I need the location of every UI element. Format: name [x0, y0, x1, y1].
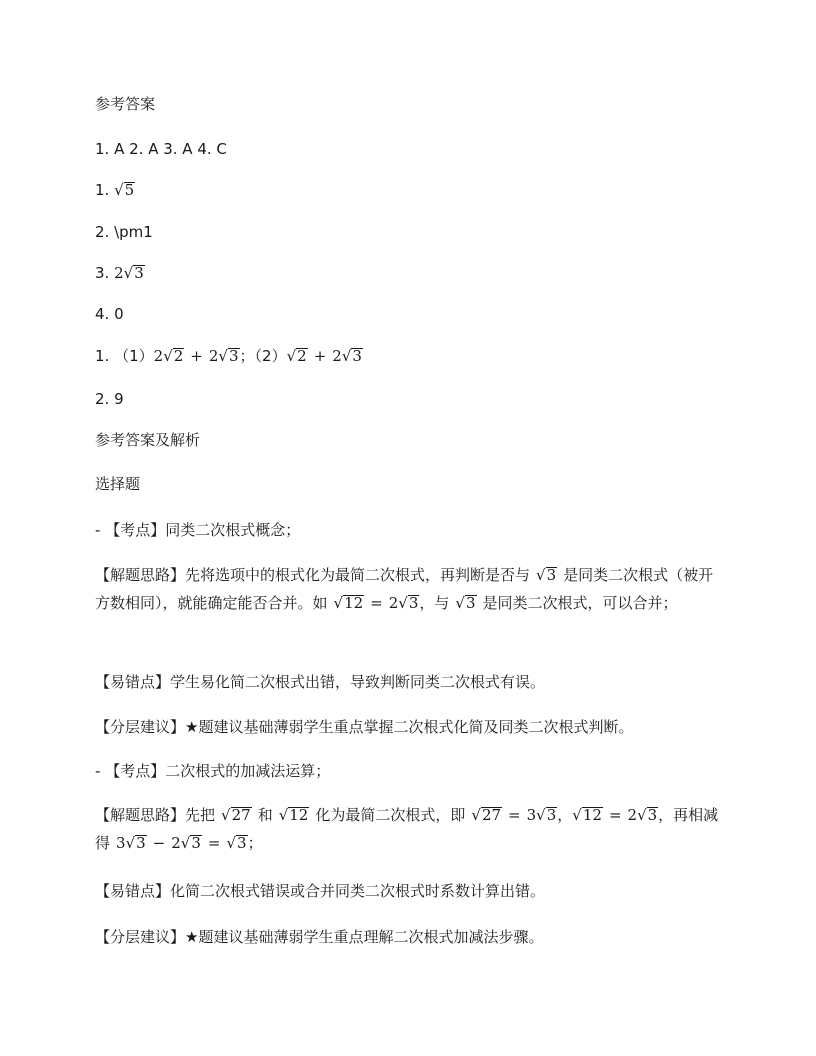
comma: ，: [557, 806, 573, 824]
q1-yicuo: [95, 668, 545, 696]
fill-answer-2: [95, 218, 153, 246]
answer-text: \pm1: [114, 223, 153, 241]
equals-sign: =: [207, 834, 221, 852]
silu-text: 先把: [185, 806, 216, 824]
fenceng-text: ★题建议基础薄弱学生重点掌握二次根式化简及同类二次根式判断。: [185, 718, 634, 736]
sqrt-expression: √3: [180, 834, 201, 852]
bullet: -: [95, 762, 106, 780]
item-number: 3.: [95, 264, 110, 282]
sqrt-expression: √3: [125, 834, 146, 852]
choice-answers: 1. A 2. A 3. A 4. C: [95, 140, 227, 158]
fenceng-text: ★题建议基础薄弱学生重点理解二次根式加减法步骤。: [185, 928, 544, 946]
radicand: 3: [237, 834, 247, 852]
sqrt-expression: √3: [341, 347, 362, 365]
radicand: 3: [136, 834, 146, 852]
item-number: 2.: [95, 223, 110, 241]
part-label: （1）: [114, 347, 154, 365]
radicand: 3: [228, 347, 239, 365]
radicand: 3: [134, 264, 144, 282]
silu-text: ，与: [419, 594, 450, 612]
yicuo-text: 学生易化简二次根式出错，导致判断同类二次根式有误。: [170, 673, 546, 691]
yicuo-label: 【易错点】: [95, 882, 171, 900]
coefficient: 2: [114, 264, 124, 282]
radicand: 27: [481, 806, 502, 824]
q2-fenceng: [95, 923, 543, 951]
radicand: 3: [408, 594, 419, 612]
radicand: 3: [546, 566, 557, 584]
sqrt-expression: √3: [536, 566, 557, 584]
sqrt-expression: √12: [572, 806, 602, 824]
sqrt-expression: √3: [398, 594, 419, 612]
yicuo-text: 化简二次根式错误或合并同类二次根式时系数计算出错。: [170, 882, 546, 900]
fill-answer-3: [95, 259, 145, 287]
sqrt-expression: √27: [471, 806, 502, 824]
bullet: -: [95, 521, 106, 539]
coefficient: 2: [332, 347, 342, 365]
fenceng-label: 【分层建议】: [95, 718, 186, 736]
silu-text: ，再相减得: [95, 806, 719, 852]
sqrt-expression: √12: [278, 806, 309, 824]
coefficient: 3: [116, 834, 126, 852]
separator: ；: [239, 347, 255, 365]
silu-label: 【解题思路】: [95, 566, 186, 584]
radicand: 2: [173, 347, 184, 365]
kaodian-label: 【考点】: [105, 521, 166, 539]
coefficient: 2: [388, 594, 399, 612]
q1-kaodian: [95, 516, 300, 544]
part-label: （2）: [254, 347, 287, 365]
section-title: 选择题: [95, 475, 141, 493]
plus-sign: +: [190, 347, 203, 365]
fenceng-label: 【分层建议】: [95, 928, 186, 946]
radicand: 12: [289, 806, 309, 824]
item-number: 4.: [95, 305, 110, 323]
equals-sign: =: [370, 594, 383, 612]
coefficient: 2: [171, 834, 181, 852]
silu-text: 化为最简二次根式，即: [315, 806, 466, 824]
radicand: 3: [647, 806, 658, 824]
silu-text: 和: [257, 806, 273, 824]
sqrt-expression: √3: [226, 834, 247, 852]
radicand: 3: [191, 834, 201, 852]
sqrt-expression: √3: [455, 594, 476, 612]
yicuo-label: 【易错点】: [95, 673, 171, 691]
kaodian-text: 二次根式的加减法运算；: [165, 762, 331, 780]
solve-answer-1: [95, 342, 363, 370]
sqrt-expression: √12: [333, 594, 364, 612]
q2-silu: [95, 801, 720, 857]
fill-answer-4: [95, 300, 124, 328]
sqrt-expression: √2: [286, 347, 307, 365]
radicand: 12: [582, 806, 602, 824]
item-number: 1.: [95, 181, 110, 199]
coefficient: 2: [208, 347, 219, 365]
fill-answer-1: [95, 176, 135, 204]
silu-text: 是同类二次根式，可以合并；: [482, 594, 678, 612]
q1-fenceng: [95, 713, 633, 741]
sqrt-expression: √3: [536, 806, 557, 824]
sqrt-expression: √3: [637, 806, 658, 824]
semicolon: ；: [247, 834, 263, 852]
sqrt-expression: √5: [114, 181, 135, 199]
sqrt-expression: √3: [218, 347, 239, 365]
sqrt-expression: √2: [163, 347, 184, 365]
coefficient: 2: [627, 806, 638, 824]
silu-text: 是同类二次根式（被开方数相同），就能确定能否合并。如: [95, 566, 714, 612]
kaodian-text: 同类二次根式概念；: [165, 521, 301, 539]
coefficient: 3: [526, 806, 537, 824]
equals-sign: =: [508, 806, 521, 824]
item-number: 1.: [95, 347, 110, 365]
radicand: 3: [352, 347, 362, 365]
radicand: 2: [297, 347, 307, 365]
radicand: 3: [546, 806, 557, 824]
answers-heading: 参考答案: [95, 95, 156, 113]
sqrt-expression: √3: [123, 264, 144, 282]
radicand: 27: [231, 806, 251, 824]
q2-yicuo: [95, 877, 545, 905]
solve-answer-2: 2. 9: [95, 390, 124, 408]
silu-label: 【解题思路】: [95, 806, 186, 824]
minus-sign: −: [152, 834, 166, 852]
radicand: 5: [124, 181, 135, 199]
sqrt-expression: √27: [221, 806, 251, 824]
equals-sign: =: [608, 806, 622, 824]
silu-text: 先将选项中的根式化为最简二次根式，再判断是否与: [185, 566, 531, 584]
coefficient: 2: [153, 347, 164, 365]
analysis-heading: 参考答案及解析: [95, 431, 201, 449]
q1-silu: [95, 561, 720, 617]
plus-sign: +: [313, 347, 327, 365]
q2-kaodian: [95, 757, 330, 785]
radicand: 3: [465, 594, 476, 612]
radicand: 12: [344, 594, 364, 612]
kaodian-label: 【考点】: [105, 762, 166, 780]
answer-text: 0: [114, 305, 124, 323]
